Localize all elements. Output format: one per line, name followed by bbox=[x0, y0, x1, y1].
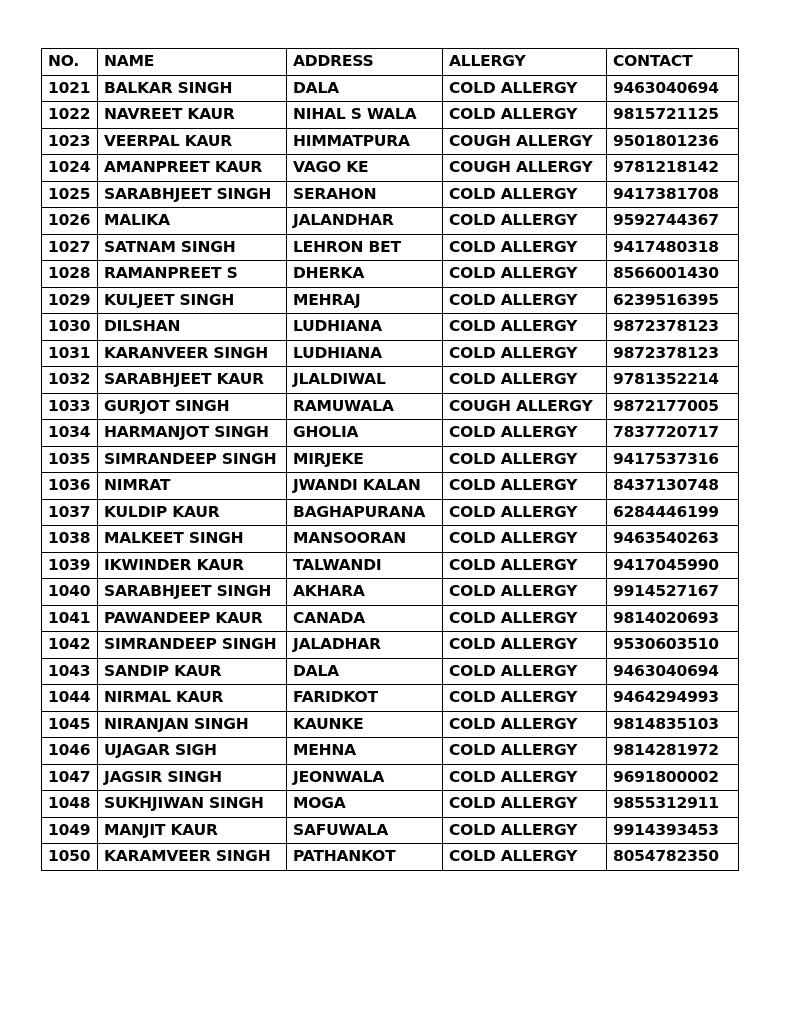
cell-no: 1046 bbox=[42, 738, 98, 765]
cell-name: NIRMAL KAUR bbox=[98, 685, 287, 712]
cell-no: 1034 bbox=[42, 420, 98, 447]
cell-allergy: COUGH ALLERGY bbox=[443, 155, 607, 182]
cell-contact: 9464294993 bbox=[607, 685, 739, 712]
cell-name: KARANVEER SINGH bbox=[98, 340, 287, 367]
cell-allergy: COLD ALLERGY bbox=[443, 181, 607, 208]
cell-no: 1028 bbox=[42, 261, 98, 288]
cell-allergy: COLD ALLERGY bbox=[443, 632, 607, 659]
cell-no: 1040 bbox=[42, 579, 98, 606]
cell-name: PAWANDEEP KAUR bbox=[98, 605, 287, 632]
cell-no: 1048 bbox=[42, 791, 98, 818]
cell-no: 1039 bbox=[42, 552, 98, 579]
cell-allergy: COLD ALLERGY bbox=[443, 817, 607, 844]
table-row bbox=[42, 340, 739, 367]
cell-no: 1036 bbox=[42, 473, 98, 500]
table-row bbox=[42, 738, 739, 765]
cell-allergy: COLD ALLERGY bbox=[443, 314, 607, 341]
cell-contact: 9530603510 bbox=[607, 632, 739, 659]
table-row bbox=[42, 844, 739, 871]
cell-no: 1022 bbox=[42, 102, 98, 129]
cell-allergy: COUGH ALLERGY bbox=[443, 393, 607, 420]
table-row bbox=[42, 658, 739, 685]
allergy-table bbox=[41, 48, 739, 871]
cell-name: HARMANJOT SINGH bbox=[98, 420, 287, 447]
cell-name: MANJIT KAUR bbox=[98, 817, 287, 844]
cell-allergy: COLD ALLERGY bbox=[443, 367, 607, 394]
cell-name: UJAGAR SIGH bbox=[98, 738, 287, 765]
cell-contact: 9781352214 bbox=[607, 367, 739, 394]
table-row bbox=[42, 367, 739, 394]
cell-address: DHERKA bbox=[287, 261, 443, 288]
cell-name: SARABHJEET KAUR bbox=[98, 367, 287, 394]
cell-name: AMANPREET KAUR bbox=[98, 155, 287, 182]
cell-name: BALKAR SINGH bbox=[98, 75, 287, 102]
cell-contact: 9592744367 bbox=[607, 208, 739, 235]
cell-contact: 6239516395 bbox=[607, 287, 739, 314]
table-row bbox=[42, 711, 739, 738]
cell-contact: 7837720717 bbox=[607, 420, 739, 447]
cell-name: SATNAM SINGH bbox=[98, 234, 287, 261]
cell-name: NAVREET KAUR bbox=[98, 102, 287, 129]
cell-no: 1029 bbox=[42, 287, 98, 314]
table-row bbox=[42, 314, 739, 341]
cell-contact: 8566001430 bbox=[607, 261, 739, 288]
cell-contact: 9417480318 bbox=[607, 234, 739, 261]
cell-name: SARABHJEET SINGH bbox=[98, 181, 287, 208]
cell-name: SIMRANDEEP SINGH bbox=[98, 446, 287, 473]
table-header-row bbox=[42, 49, 739, 76]
cell-name: MALIKA bbox=[98, 208, 287, 235]
cell-name: SIMRANDEEP SINGH bbox=[98, 632, 287, 659]
cell-address: MEHRAJ bbox=[287, 287, 443, 314]
cell-no: 1035 bbox=[42, 446, 98, 473]
cell-name: KULDIP KAUR bbox=[98, 499, 287, 526]
cell-name: KARAMVEER SINGH bbox=[98, 844, 287, 871]
table-row bbox=[42, 181, 739, 208]
cell-allergy: COLD ALLERGY bbox=[443, 526, 607, 553]
cell-address: DALA bbox=[287, 658, 443, 685]
cell-address: VAGO KE bbox=[287, 155, 443, 182]
table-row bbox=[42, 499, 739, 526]
cell-no: 1031 bbox=[42, 340, 98, 367]
cell-address: CANADA bbox=[287, 605, 443, 632]
cell-allergy: COLD ALLERGY bbox=[443, 234, 607, 261]
cell-address: JALADHAR bbox=[287, 632, 443, 659]
table-row bbox=[42, 791, 739, 818]
table-row bbox=[42, 446, 739, 473]
cell-contact: 9463040694 bbox=[607, 75, 739, 102]
cell-allergy: COLD ALLERGY bbox=[443, 287, 607, 314]
cell-no: 1024 bbox=[42, 155, 98, 182]
cell-no: 1050 bbox=[42, 844, 98, 871]
cell-name: RAMANPREET S bbox=[98, 261, 287, 288]
cell-allergy: COLD ALLERGY bbox=[443, 499, 607, 526]
cell-allergy: COLD ALLERGY bbox=[443, 579, 607, 606]
cell-address: LEHRON BET bbox=[287, 234, 443, 261]
cell-contact: 8437130748 bbox=[607, 473, 739, 500]
table-body bbox=[42, 75, 739, 870]
cell-name: GURJOT SINGH bbox=[98, 393, 287, 420]
header-no: NO. bbox=[42, 49, 98, 76]
cell-allergy: COLD ALLERGY bbox=[443, 685, 607, 712]
cell-no: 1023 bbox=[42, 128, 98, 155]
cell-name: IKWINDER KAUR bbox=[98, 552, 287, 579]
cell-address: JLALDIWAL bbox=[287, 367, 443, 394]
cell-no: 1043 bbox=[42, 658, 98, 685]
table-row bbox=[42, 208, 739, 235]
cell-name: MALKEET SINGH bbox=[98, 526, 287, 553]
cell-name: NIRANJAN SINGH bbox=[98, 711, 287, 738]
table-row bbox=[42, 817, 739, 844]
table-row bbox=[42, 234, 739, 261]
cell-allergy: COLD ALLERGY bbox=[443, 340, 607, 367]
cell-name: NIMRAT bbox=[98, 473, 287, 500]
cell-allergy: COLD ALLERGY bbox=[443, 605, 607, 632]
cell-address: PATHANKOT bbox=[287, 844, 443, 871]
cell-address: MIRJEKE bbox=[287, 446, 443, 473]
header-allergy: ALLERGY bbox=[443, 49, 607, 76]
cell-address: LUDHIANA bbox=[287, 314, 443, 341]
cell-address: DALA bbox=[287, 75, 443, 102]
cell-address: RAMUWALA bbox=[287, 393, 443, 420]
cell-allergy: COLD ALLERGY bbox=[443, 446, 607, 473]
cell-address: JEONWALA bbox=[287, 764, 443, 791]
cell-no: 1041 bbox=[42, 605, 98, 632]
cell-name: KULJEET SINGH bbox=[98, 287, 287, 314]
cell-address: AKHARA bbox=[287, 579, 443, 606]
table-row bbox=[42, 261, 739, 288]
cell-contact: 9691800002 bbox=[607, 764, 739, 791]
cell-name: SUKHJIWAN SINGH bbox=[98, 791, 287, 818]
cell-address: SAFUWALA bbox=[287, 817, 443, 844]
cell-name: SANDIP KAUR bbox=[98, 658, 287, 685]
cell-contact: 6284446199 bbox=[607, 499, 739, 526]
cell-no: 1033 bbox=[42, 393, 98, 420]
header-address: ADDRESS bbox=[287, 49, 443, 76]
table-row bbox=[42, 128, 739, 155]
cell-allergy: COLD ALLERGY bbox=[443, 844, 607, 871]
cell-allergy: COLD ALLERGY bbox=[443, 552, 607, 579]
cell-address: JALANDHAR bbox=[287, 208, 443, 235]
cell-contact: 9463540263 bbox=[607, 526, 739, 553]
table-row bbox=[42, 605, 739, 632]
cell-address: MEHNA bbox=[287, 738, 443, 765]
cell-contact: 8054782350 bbox=[607, 844, 739, 871]
cell-allergy: COLD ALLERGY bbox=[443, 711, 607, 738]
table-row bbox=[42, 287, 739, 314]
cell-no: 1038 bbox=[42, 526, 98, 553]
cell-allergy: COLD ALLERGY bbox=[443, 473, 607, 500]
cell-contact: 9815721125 bbox=[607, 102, 739, 129]
cell-no: 1042 bbox=[42, 632, 98, 659]
cell-allergy: COLD ALLERGY bbox=[443, 791, 607, 818]
cell-contact: 9417381708 bbox=[607, 181, 739, 208]
cell-contact: 9914393453 bbox=[607, 817, 739, 844]
table-row bbox=[42, 420, 739, 447]
cell-contact: 9855312911 bbox=[607, 791, 739, 818]
cell-allergy: COLD ALLERGY bbox=[443, 208, 607, 235]
cell-allergy: COLD ALLERGY bbox=[443, 261, 607, 288]
cell-no: 1021 bbox=[42, 75, 98, 102]
cell-allergy: COLD ALLERGY bbox=[443, 420, 607, 447]
table-row bbox=[42, 393, 739, 420]
table-row bbox=[42, 102, 739, 129]
cell-contact: 9814835103 bbox=[607, 711, 739, 738]
cell-contact: 9501801236 bbox=[607, 128, 739, 155]
cell-allergy: COLD ALLERGY bbox=[443, 738, 607, 765]
header-name: NAME bbox=[98, 49, 287, 76]
table-row bbox=[42, 473, 739, 500]
cell-name: SARABHJEET SINGH bbox=[98, 579, 287, 606]
cell-address: GHOLIA bbox=[287, 420, 443, 447]
cell-allergy: COLD ALLERGY bbox=[443, 75, 607, 102]
cell-no: 1047 bbox=[42, 764, 98, 791]
cell-allergy: COLD ALLERGY bbox=[443, 764, 607, 791]
cell-contact: 9781218142 bbox=[607, 155, 739, 182]
table-row bbox=[42, 526, 739, 553]
cell-contact: 9872378123 bbox=[607, 340, 739, 367]
cell-allergy: COUGH ALLERGY bbox=[443, 128, 607, 155]
table-row bbox=[42, 685, 739, 712]
cell-name: JAGSIR SINGH bbox=[98, 764, 287, 791]
cell-address: NIHAL S WALA bbox=[287, 102, 443, 129]
cell-address: JWANDI KALAN bbox=[287, 473, 443, 500]
cell-address: LUDHIANA bbox=[287, 340, 443, 367]
cell-address: TALWANDI bbox=[287, 552, 443, 579]
cell-no: 1044 bbox=[42, 685, 98, 712]
table-row bbox=[42, 552, 739, 579]
cell-no: 1037 bbox=[42, 499, 98, 526]
cell-contact: 9417537316 bbox=[607, 446, 739, 473]
header-contact: CONTACT bbox=[607, 49, 739, 76]
cell-contact: 9814281972 bbox=[607, 738, 739, 765]
cell-no: 1049 bbox=[42, 817, 98, 844]
cell-allergy: COLD ALLERGY bbox=[443, 658, 607, 685]
cell-address: FARIDKOT bbox=[287, 685, 443, 712]
cell-contact: 9417045990 bbox=[607, 552, 739, 579]
cell-no: 1045 bbox=[42, 711, 98, 738]
cell-address: BAGHAPURANA bbox=[287, 499, 443, 526]
cell-contact: 9872378123 bbox=[607, 314, 739, 341]
cell-name: DILSHAN bbox=[98, 314, 287, 341]
cell-no: 1025 bbox=[42, 181, 98, 208]
cell-address: KAUNKE bbox=[287, 711, 443, 738]
cell-allergy: COLD ALLERGY bbox=[443, 102, 607, 129]
cell-no: 1026 bbox=[42, 208, 98, 235]
table-row bbox=[42, 632, 739, 659]
table-row bbox=[42, 579, 739, 606]
cell-contact: 9463040694 bbox=[607, 658, 739, 685]
cell-no: 1027 bbox=[42, 234, 98, 261]
table-row bbox=[42, 764, 739, 791]
cell-no: 1030 bbox=[42, 314, 98, 341]
cell-address: MOGA bbox=[287, 791, 443, 818]
cell-contact: 9814020693 bbox=[607, 605, 739, 632]
cell-contact: 9914527167 bbox=[607, 579, 739, 606]
table-row bbox=[42, 75, 739, 102]
cell-address: SERAHON bbox=[287, 181, 443, 208]
cell-no: 1032 bbox=[42, 367, 98, 394]
cell-address: HIMMATPURA bbox=[287, 128, 443, 155]
table-row bbox=[42, 155, 739, 182]
cell-contact: 9872177005 bbox=[607, 393, 739, 420]
cell-name: VEERPAL KAUR bbox=[98, 128, 287, 155]
cell-address: MANSOORAN bbox=[287, 526, 443, 553]
